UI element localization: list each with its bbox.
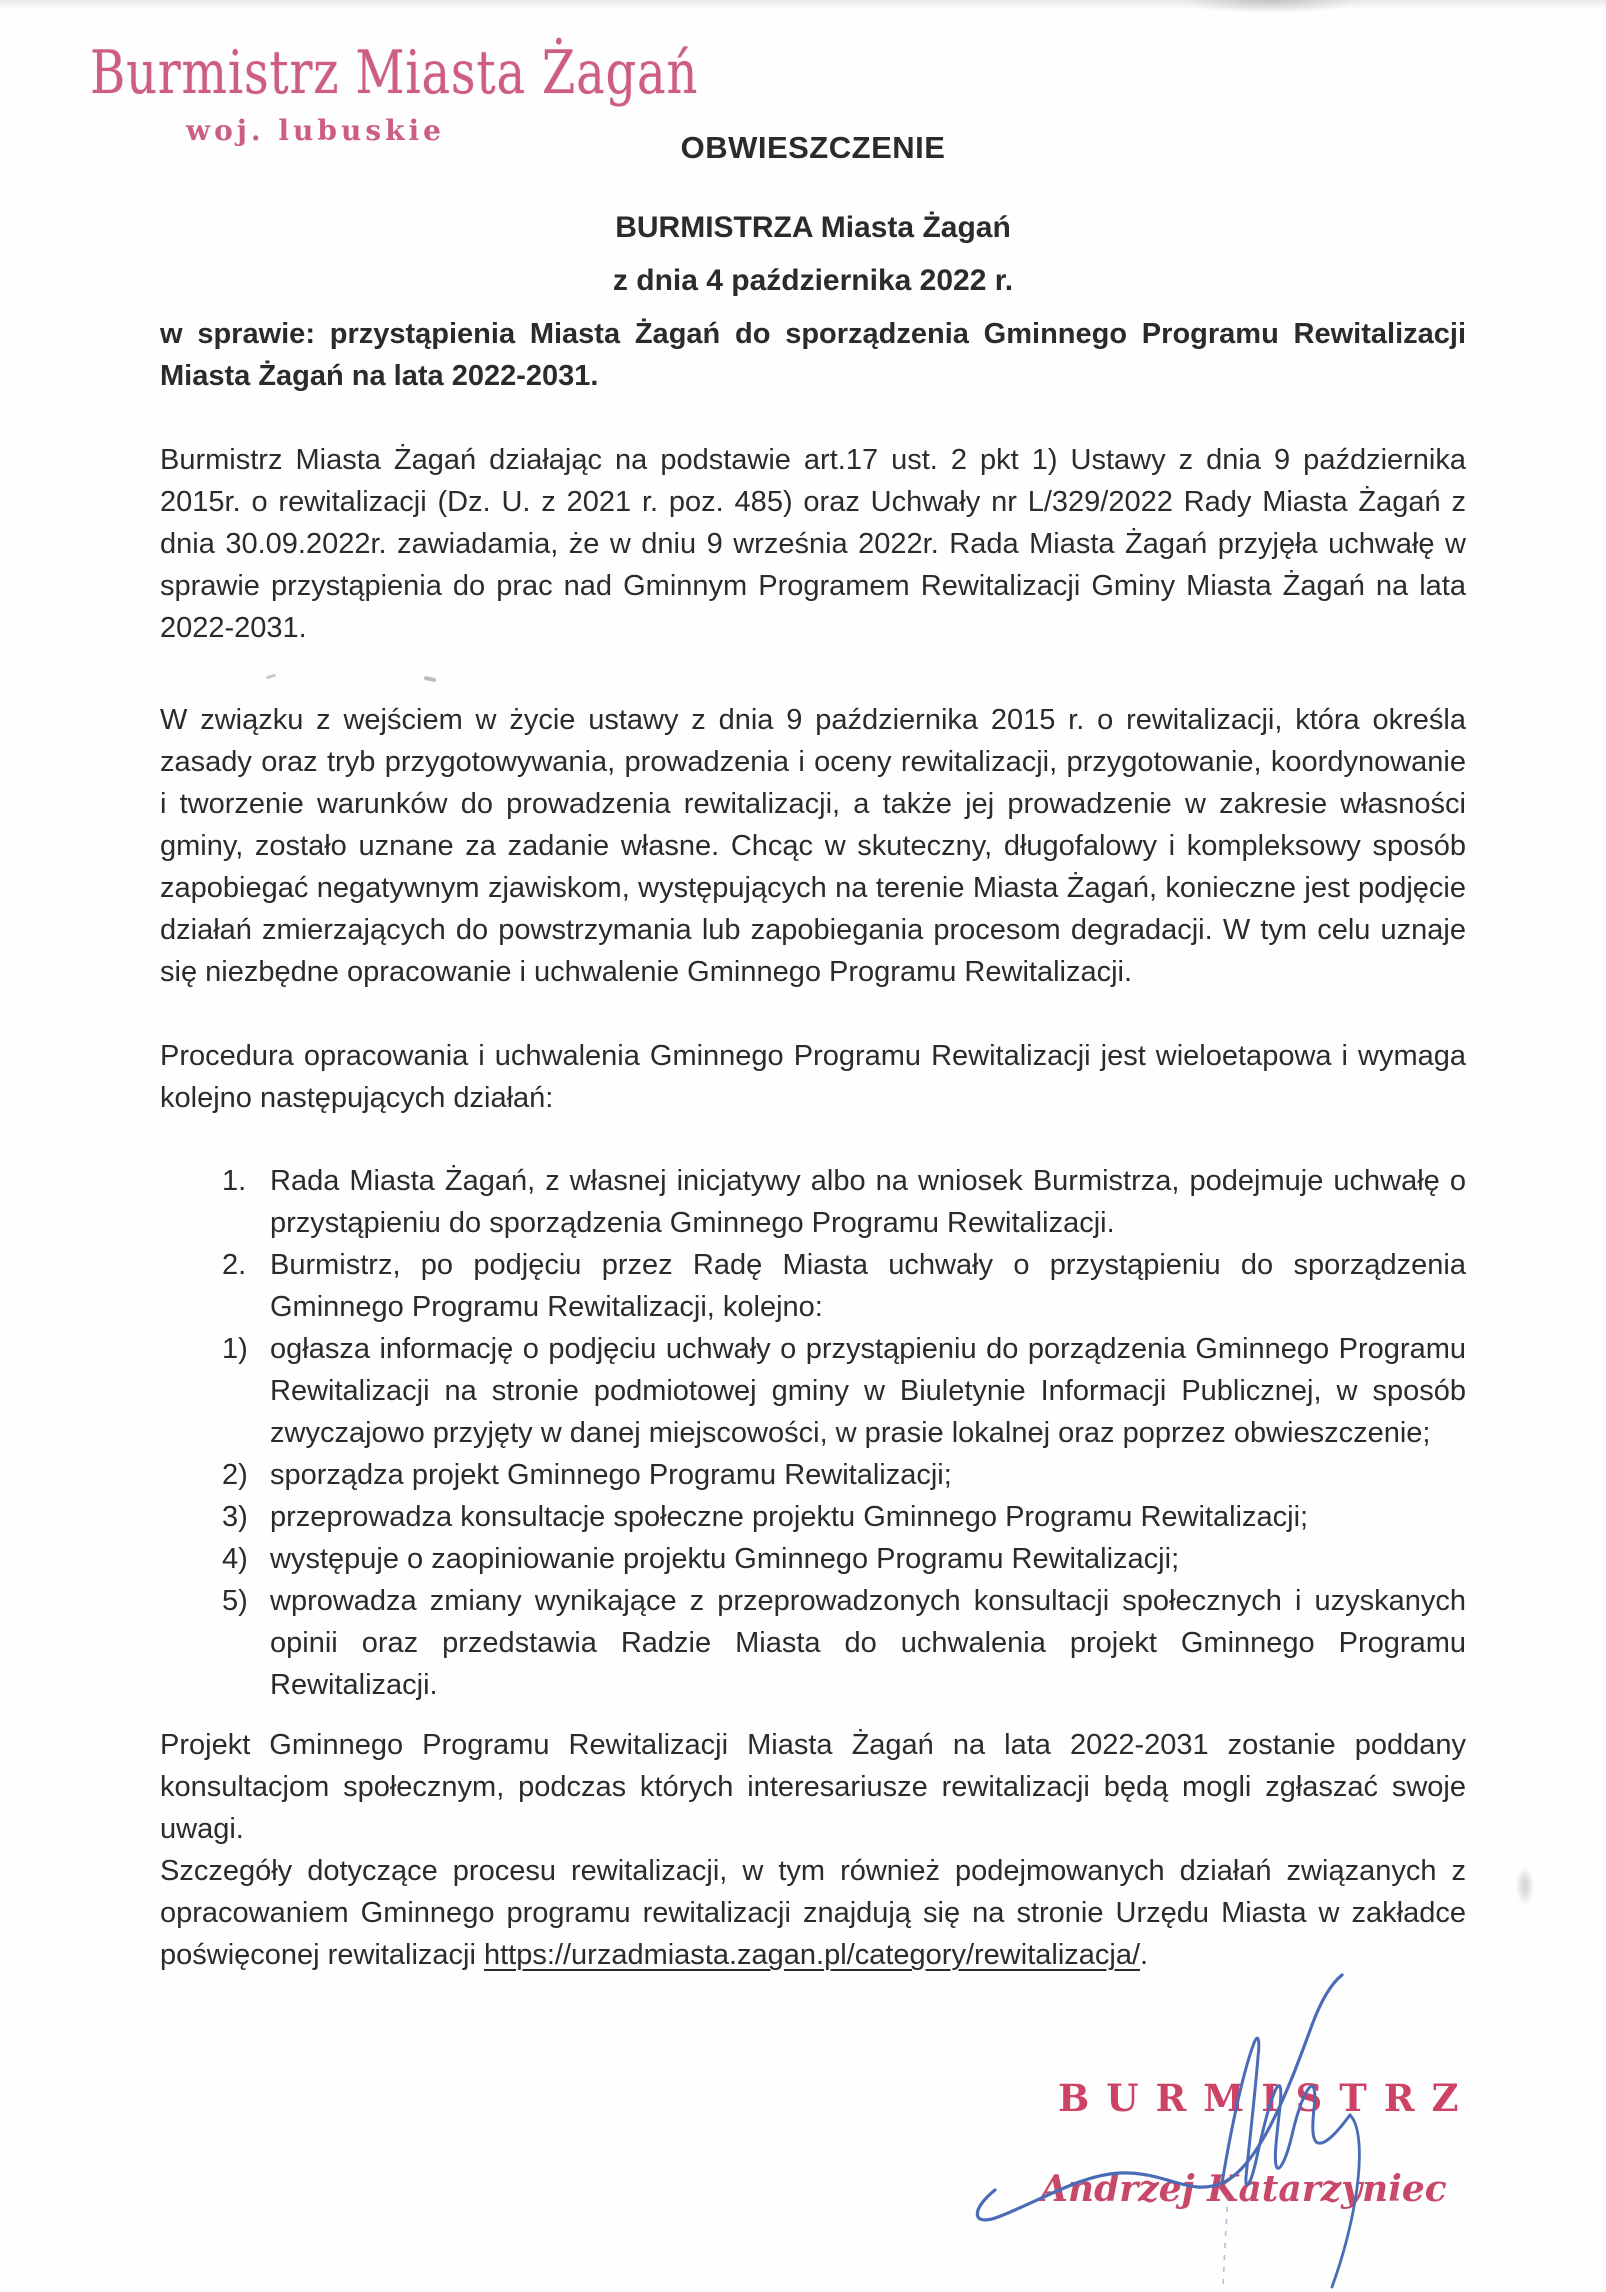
paragraph-details <box>160 1850 1466 1976</box>
list-item-marker: 3) <box>222 1501 248 1533</box>
handwritten-signature <box>960 1965 1430 2292</box>
stamp-voivodeship: woj. lubuskie <box>186 114 445 147</box>
list-item-text: wprowadza zmiany wynikające z przeprowadzonych konsultacji społecznych i uzyskanych opinii oraz przedstawia Radzie Miasta do uchwalenia projekt Gminnego Programu Rewitalizacji. <box>270 1585 1466 1701</box>
list-item <box>160 1160 1466 1244</box>
list-item-marker: 1) <box>222 1333 248 1365</box>
document-body <box>160 0 1466 1976</box>
list-item-text: występuje o zaopiniowanie projektu Gminnego Programu Rewitalizacji; <box>270 1543 1180 1575</box>
paragraph-procedure-intro: Procedura opracowania i uchwalenia Gminnego Programu Rewitalizacji jest wieloetapowa i wymaga kolejno następujących działań: <box>160 1040 1466 1114</box>
list-item-marker: 5) <box>222 1585 248 1617</box>
list-item <box>160 1328 1466 1454</box>
list-item <box>160 1538 1466 1580</box>
list-item <box>160 1496 1466 1538</box>
list-item-marker: 1. <box>222 1165 247 1197</box>
paragraph-details-text: Szczegóły dotyczące procesu rewitalizacji, w tym również podejmowanych działań związanych z opracowaniem Gminnego programu rewitalizacji znajdują się na stronie Urzędu Miasta w zakładce poświęconej rewitalizacji <box>160 1855 1466 1971</box>
list-item-marker: 4) <box>222 1543 248 1575</box>
list-item <box>160 1244 1466 1328</box>
stamp-office-name: Burmistrz Miasta Żagań <box>90 38 699 108</box>
scan-smudge-artifact <box>1516 1866 1534 1906</box>
list-item <box>160 1454 1466 1496</box>
list-item-text: Burmistrz, po podjęciu przez Radę Miasta uchwały o przystąpieniu do sporządzenia Gminnego Programu Rewitalizacji, kolejno: <box>270 1249 1466 1323</box>
document-subtitle: BURMISTRZA Miasta Żagań <box>615 211 1011 244</box>
mayor-title-stamp: BURMISTRZ <box>1058 2076 1476 2120</box>
list-item-marker: 2. <box>222 1249 247 1281</box>
list-item-text: Rada Miasta Żagań, z własnej inicjatywy albo na wniosek Burmistrza, podejmuje uchwałę o przystąpieniu do sporządzenia Gminnego Programu Rewitalizacji. <box>270 1165 1466 1239</box>
paragraph-legal-basis: Burmistrz Miasta Żagań działając na podstawie art.17 ust. 2 pkt 1) Ustawy z dnia 9 października 2015r. o rewitalizacji (Dz. U. z 2021 r. poz. 485) oraz Uchwały nr L/329/2022 Rady Miasta Żagań z dnia 30.09.2022r. zawiadamia, że w dniu 9 września 2022r. Rada Miasta Żagań przyjęła uchwałę w sprawie przystąpienia do prac nad Gminnym Programem Rewitalizacji Gminy Miasta Żagań na lata 2022-2031. <box>160 444 1466 644</box>
list-item-text: ogłasza informację o podjęciu uchwały o przystąpieniu do porządzenia Gminnego Programu Rewitalizacji na stronie podmiotowej gminy w Biuletynie Informacji Publicznej, w sposób zwyczajowo przyjęty w danej miejscowości, w prasie lokalnej oraz poprzez obwieszczenie; <box>270 1333 1466 1449</box>
list-item-text: przeprowadza konsultacje społeczne projektu Gminnego Programu Rewitalizacji; <box>270 1501 1309 1533</box>
subject-line: w sprawie: przystąpienia Miasta Żagań do sporządzenia Gminnego Programu Rewitalizacji Miasta Żagań na lata 2022-2031. <box>160 318 1466 392</box>
paragraph-details-period: . <box>1140 1939 1149 1971</box>
paragraph-justification: W związku z wejściem w życie ustawy z dnia 9 października 2015 r. o rewitalizacji, która określa zasady oraz tryb przygotowywania, prowadzenia i oceny rewitalizacji, przygotowanie, koordynowanie i tworzenie warunków do prowadzenia rewitalizacji, a także jej prowadzenie w zakresie własności gminy, zostało uznane za zadanie własne. Chcąc w skuteczny, długofalowy i kompleksowy sposób zapobiegać negatywnym zjawiskom, występujących na terenie Miasta Żagań, konieczne jest podjęcie działań zmierzających do powstrzymania lub zapobiegania procesom degradacji. W tym celu uznaje się niezbędne opracowanie i uchwalenie Gminnego Programu Rewitalizacji. <box>160 704 1466 988</box>
revitalization-link[interactable]: https://urzadmiasta.zagan.pl/category/rewitalizacja/ <box>483 1939 1141 1971</box>
list-item-text: sporządza projekt Gminnego Programu Rewitalizacji; <box>270 1459 952 1491</box>
list-item <box>160 1580 1466 1706</box>
document-date: z dnia 4 października 2022 r. <box>612 264 1014 297</box>
list-item-marker: 2) <box>222 1459 248 1491</box>
paragraph-consultations: Projekt Gminnego Programu Rewitalizacji Miasta Żagań na lata 2022-2031 zostanie poddany konsultacjom społecznym, podczas których interesariusze rewitalizacji będą mogli zgłaszać swoje uwagi. <box>160 1729 1466 1845</box>
document-title: OBWIESZCZENIE <box>680 130 946 165</box>
procedure-list <box>160 1160 1466 1706</box>
mayor-name-stamp: Andrzej Katarzyniec <box>1040 2168 1447 2210</box>
